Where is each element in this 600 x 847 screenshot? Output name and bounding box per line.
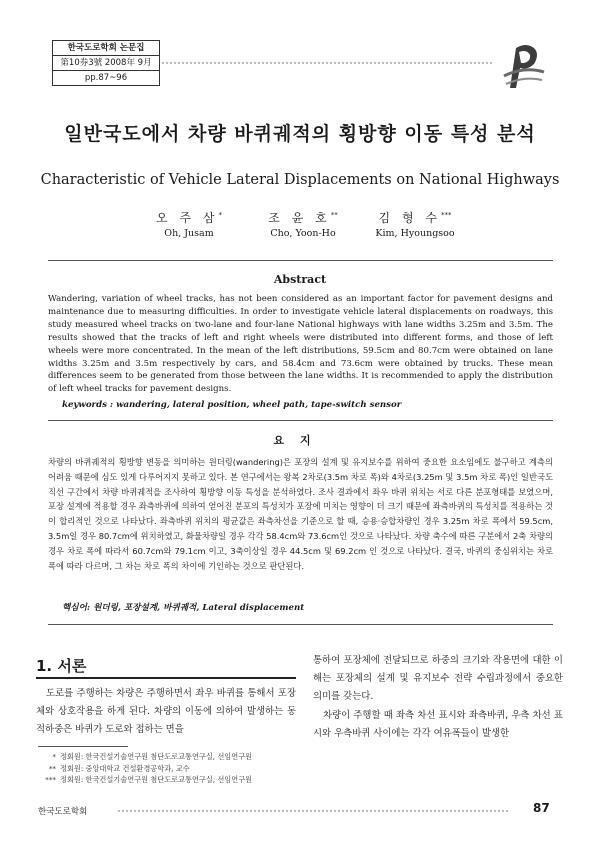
header-dotted-rule [162, 62, 492, 64]
core-keywords: 핵심어: 원더링, 포장설계, 바퀴궤적, Lateral displacement [62, 603, 305, 613]
author-1 [134, 209, 244, 239]
paragraph: 차량이 주행할 때 좌측 차선 표시와 좌측바퀴, 우측 차선 표시와 우측바퀴 사이에는 각각 여유폭들이 발생한 [313, 709, 563, 739]
journal-info-box [52, 40, 160, 86]
footnote-mark: * [52, 752, 56, 761]
section-1-title: 1. 서론 [36, 657, 87, 675]
abstract-heading: Abstract [273, 273, 327, 286]
page-number: 87 [533, 801, 550, 815]
footnote [38, 774, 318, 786]
author-name-ko: 조 윤 호 [268, 211, 331, 225]
paper-title-korean: 일반국도에서 차량 바퀴궤적의 횡방향 이동 특성 분석 [64, 123, 536, 145]
author-mark: * [218, 211, 222, 219]
abstract-bottom-rule [48, 420, 553, 421]
society-logo-icon [500, 40, 548, 92]
author-3 [360, 209, 470, 239]
footer-dotted-rule [118, 810, 508, 812]
journal-pages: pp.87~96 [53, 70, 159, 85]
footnote-text: 정회원: 중앙대학교 건설환경공학과, 교수 [60, 763, 190, 773]
section-title-rule [36, 677, 296, 679]
summary-heading: 요지 [273, 434, 327, 447]
journal-name: 한국도로학회 논문집 [67, 43, 145, 53]
journal-volume-issue: 第10券3號 2008年 9月 [53, 55, 159, 70]
paragraph: 도로를 주행하는 차량은 주행하면서 좌우 바퀴를 통해서 포장체와 상호작용을 하게 된다. 차량의 이동에 의하여 발생하는 동적하중은 바퀴가 도로와 접하는 면을 [36, 688, 296, 736]
footnote [38, 763, 318, 775]
author-2 [248, 209, 358, 239]
author-name-en: Oh, Jusam [164, 228, 214, 239]
author-name-en: Cho, Yoon-Ho [270, 228, 336, 239]
footnote-mark: *** [45, 775, 56, 784]
author-name-ko: 김 형 수 [378, 211, 441, 225]
footer-society-name: 한국도로학회 [38, 807, 88, 817]
footnotes [38, 751, 318, 786]
abstract-text: Wandering, variation of wheel tracks, has not been considered as an important factor for pavement designs and maintenance due to measuring difficulties. In order to investigate vehicle lateral displacements on roadways, this study measured wheel tracks on two-lane and four-lane National highways with lane widths 3.25m and 3.5m. The results showed that the tracks of left and right wheels were distributed into different forms, and those of left wheels were more concentrated. In the mean of the left distributions, 59.5cm and 80.7cm were obtained on lane widths 3.25m and 3.5m respectively by cars, and 58.4cm and 73.6cm were obtained by trucks. These mean differences seem to be generated from those between the lane widths. It is recommended to apply the distribution of left wheel tracks for pavement designs. [48, 294, 553, 395]
author-mark: ** [330, 211, 338, 219]
footnote-text: 정회원: 한국건설기술연구원 첨단도로교통연구실, 선임연구원 [60, 775, 253, 784]
summary-bottom-rule [48, 624, 553, 625]
footnote-text: 정회원: 한국건설기술연구원 첨단도로교통연구실, 선임연구원 [60, 752, 253, 761]
right-column [313, 652, 563, 743]
author-name-ko: 오 주 삼 [156, 211, 219, 225]
abstract-top-rule [48, 260, 553, 261]
author-mark: *** [440, 211, 452, 219]
keywords: keywords : wandering, lateral position, wheel path, tape-switch sensor [62, 400, 402, 410]
paragraph: 통하여 포장체에 전달되므로 하중의 크기와 작용면에 대한 이해는 포장체의 설계 및 유지보수 전략 수립과정에서 중요한 의미를 갖는다. [313, 655, 563, 703]
footnote-rule [38, 746, 128, 747]
footnote-mark: ** [48, 763, 56, 773]
footnote [38, 751, 318, 763]
author-name-en: Kim, Hyoungsoo [375, 228, 455, 239]
summary-text: 차량의 바퀴궤적의 횡방향 변동을 의미하는 원더링(wandering)은 포장의 설계 및 유지보수를 위하여 중요한 요소임에도 불구하고 계측의 어려움 때문에 심도 있게 다루어지지 못하고 있다. 본 연구에서는 왕복 2차로(3.5m 차로 폭)와 4차로(3.25m 및 3.5m 차로 폭)인 일반국도 직선 구간에서 차량 바퀴궤적을 조사하여 횡방향 이동 특성을 분석하였다. 조사 결과에서 좌우 바퀴 위치는 서로 다른 분포형태를 보였으며, 포장 설계에 적용할 경우 좌측바퀴에 의하여 얻어진 분포의 특성치가 포장에 미치는 영향이 더 크기 때문에 좌측바퀴의 특성치를 적용하는 것이 합리적인 것으로 나타났다. 좌측바퀴 위치의 평균값은 좌측차선을 기준으로 할 때, 승용·승합차량인 경우 3.25m 차로 폭에서 59.5cm, 3.5m일 경우 80.7cm에 위치하였고, 화물차량일 경우 각각 58.4cm와 73.6cm인 것으로 나타났다. 차량 축수에 따른 구분에서 2축 차량의 경우 차로 폭에 따라서 60.7cm와 79.1cm 이고, 3축이상일 경우 44.5cm 및 69.2cm 인 것으로 나타났다. 결국, 바퀴의 중심위치는 차로 폭에 따라 다르며, 그 차는 차로 폭의 차이에 기인하는 것으로 판단된다. [48, 457, 553, 571]
left-column [36, 685, 296, 740]
paper-title-english: Characteristic of Vehicle Lateral Displacements on National Highways [40, 172, 560, 188]
